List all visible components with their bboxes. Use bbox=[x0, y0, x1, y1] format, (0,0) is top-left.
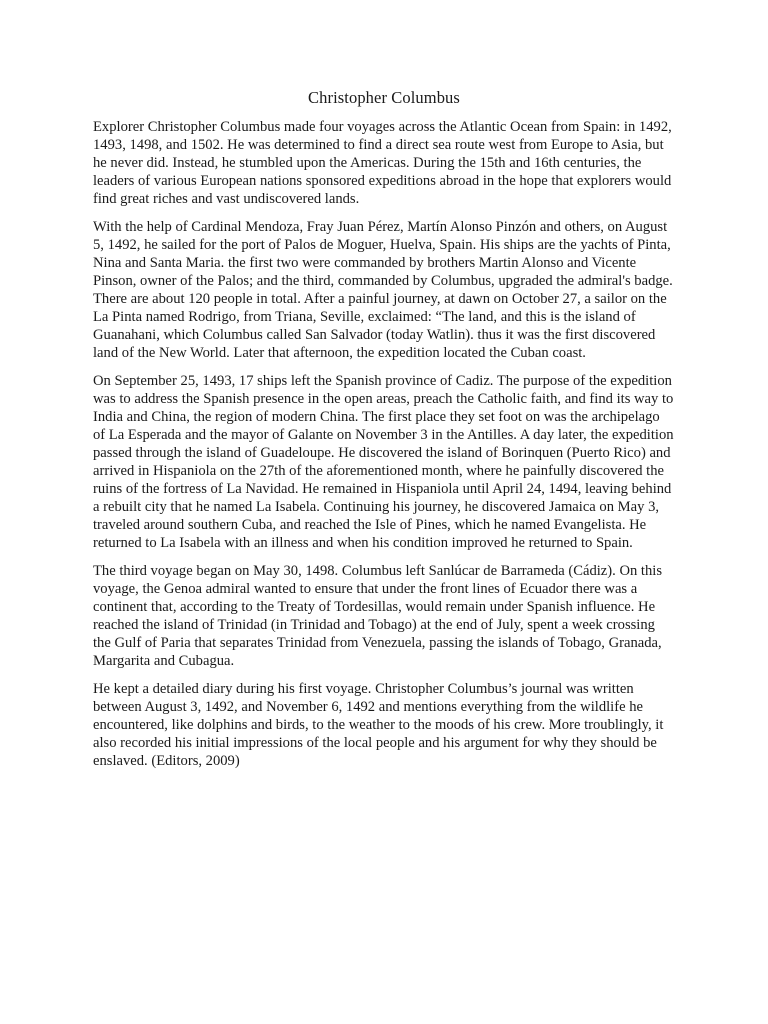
paragraph-second-voyage: On September 25, 1493, 17 ships left the Spanish province of Cadiz. The purpose of the expedition was to address the Spanish presence in the open areas, preach the Catholic faith, and find its way to India and China, the region of modern China. The first place they set foot on was the archipelago of La Esperada and the mayor of Galante on November 3 in the Antilles. A day later, the expedition passed through the island of Guadeloupe. He discovered the island of Borinquen (Puerto Rico) and arrived in Hispaniola on the 27th of the aforementioned month, where he painfully discovered the ruins of the fortress of La Navidad. He remained in Hispaniola until April 24, 1494, leaving behind a rebuilt city that he named La Isabela. Continuing his journey, he discovered Jamaica on May 3, traveled around southern Cuba, and reached the Isle of Pines, which he named Evangelista. He returned to La Isabela with an illness and when his condition improved he returned to Spain. bbox=[93, 373, 674, 551]
paragraph-first-voyage-intro: Explorer Christopher Columbus made four voyages across the Atlantic Ocean from Spain: in 1492, 1493, 1498, and 1502. He was determined to find a direct sea route west from Europe to Asia, but he never did. Instead, he stumbled upon the Americas. During the 15th and 16th centuries, the leaders of various European nations sponsored expeditions abroad in the hope that explorers would find great riches and vast undiscovered lands. bbox=[93, 119, 672, 207]
paragraph-1492-voyage: With the help of Cardinal Mendoza, Fray Juan Pérez, Martín Alonso Pinzón and others, on August 5, 1492, he sailed for the port of Palos de Moguer, Huelva, Spain. His ships are the yachts of Pinta, Nina and Santa Maria. the first two were commanded by brothers Martin Alonso and Vicente Pinson, owner of the Palos; and the third, commanded by Columbus, upgraded the admiral's badge. There are about 120 people in total. After a painful journey, at dawn on October 27, a sailor on the La Pinta named Rodrigo, from Triana, Seville, exclaimed: “The land, and this is the island of Guanahani, which Columbus called San Salvador (today Watlin). thus it was the first discovered land of the New World. Later that afternoon, the expedition located the Cuban coast. bbox=[93, 219, 673, 361]
document-title: Christopher Columbus bbox=[308, 88, 460, 107]
paragraph-diary: He kept a detailed diary during his first voyage. Christopher Columbus’s journal was written between August 3, 1492, and November 6, 1492 and mentions everything from the wildlife he encountered, like dolphins and birds, to the weather to the moods of his crew. More troublingly, it also recorded his initial impressions of the local people and his argument for why they should be enslaved. (Editors, 2009) bbox=[93, 681, 664, 769]
document-page bbox=[93, 88, 675, 780]
paragraph-third-voyage: The third voyage began on May 30, 1498. Columbus left Sanlúcar de Barrameda (Cádiz). On this voyage, the Genoa admiral wanted to ensure that under the front lines of Ecuador there was a continent that, according to the Treaty of Tordesillas, would remain under Spanish influence. He reached the island of Trinidad (in Trinidad and Tobago) at the end of July, spent a week crossing the Gulf of Paria that separates Trinidad from Venezuela, passing the islands of Tobago, Granada, Margarita and Cubagua. bbox=[93, 563, 663, 669]
